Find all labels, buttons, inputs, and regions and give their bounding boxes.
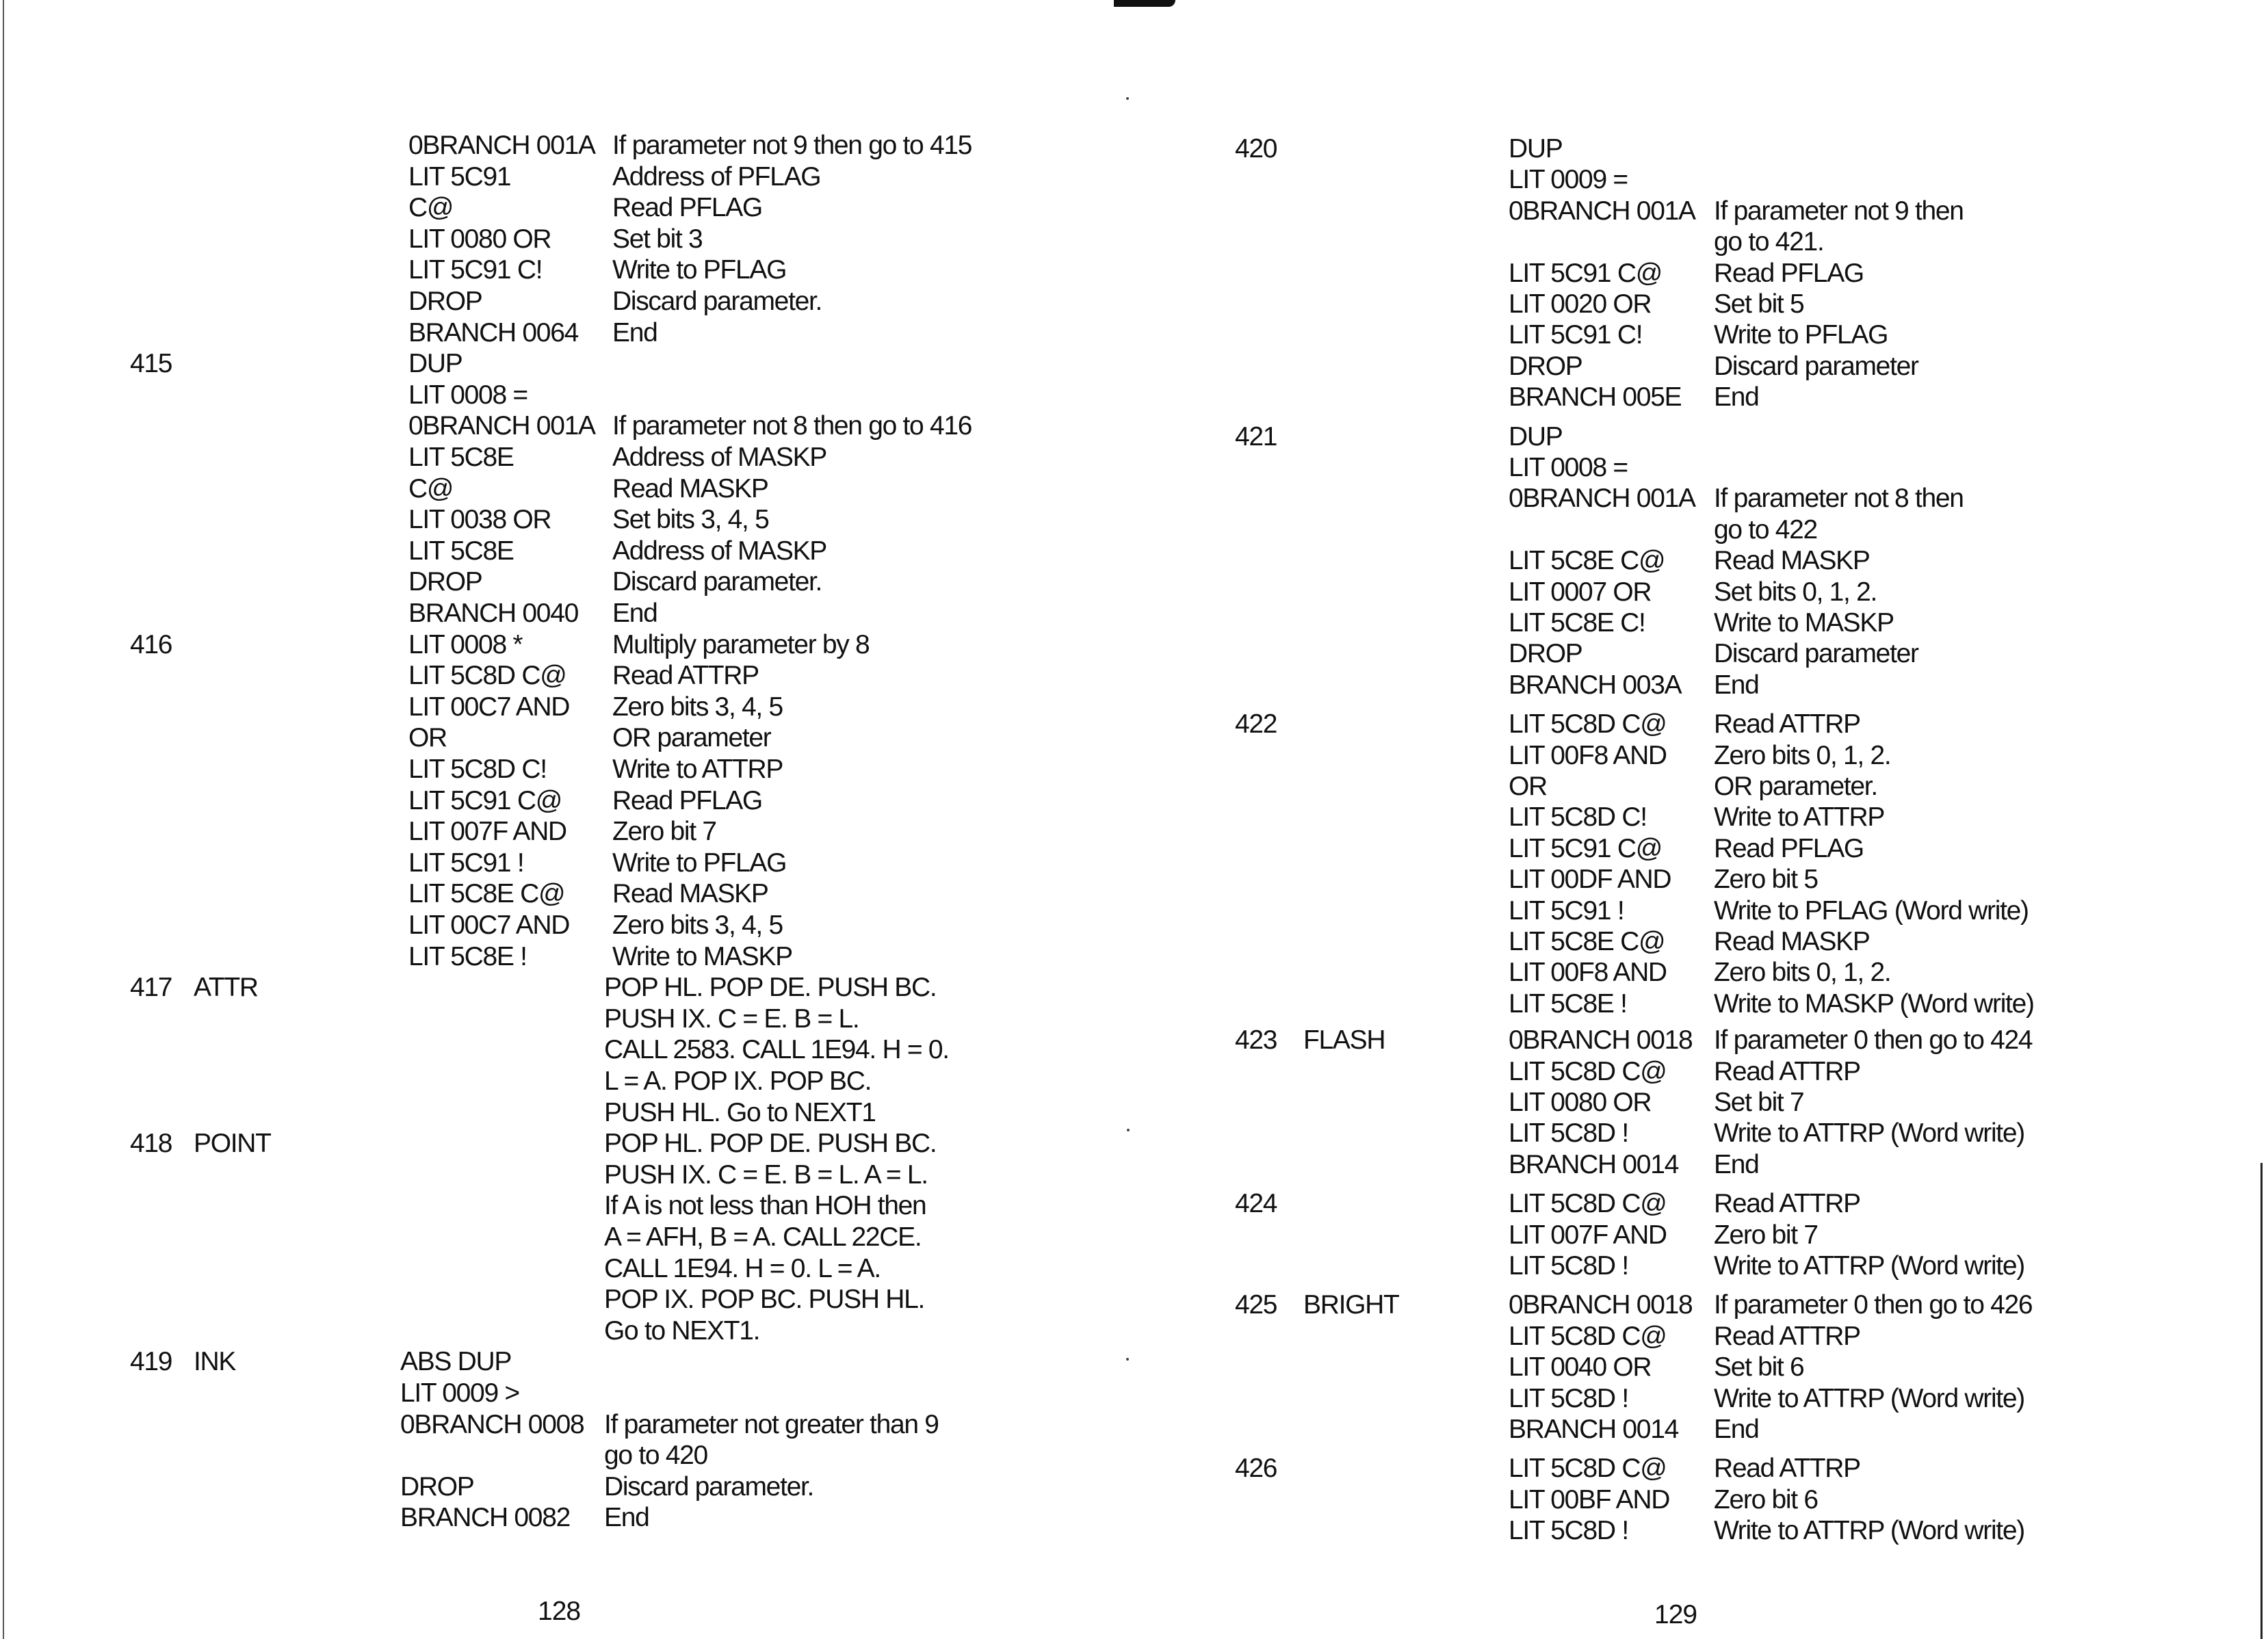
row-code: LIT 007F AND [1509,1220,1667,1250]
row-comment: Write to PFLAG [612,848,787,878]
row-name: POINT [194,1129,271,1158]
row-label: 417 [130,973,172,1002]
row-comment: Set bits 3, 4, 5 [612,505,769,534]
row-code: LIT 5C8D C@ [1509,1322,1667,1351]
row-code: BRANCH 0014 [1509,1415,1678,1444]
left-page [0,0,1129,1639]
row-code: LIT 5C8D C@ [1509,1057,1667,1086]
row-comment: If parameter 0 then go to 426 [1714,1290,2033,1320]
row-comment: Zero bit 7 [612,817,716,846]
right-page [1129,0,2268,1639]
row-comment: Zero bit 6 [1714,1485,1818,1515]
row-comment: Go to NEXT1. [604,1316,760,1346]
row-comment: Write to ATTRP (Word write) [1714,1516,2024,1545]
print-speck [1126,97,1129,100]
row-comment: Zero bit 7 [1714,1220,1818,1250]
row-comment: Write to PFLAG (Word write) [1714,896,2029,926]
row-comment: End [1714,670,1759,700]
row-code: LIT 5C8E [408,536,514,566]
row-comment: Read PFLAG [612,193,762,222]
row-code: C@ [408,193,454,222]
row-comment: Write to PFLAG [1714,320,1888,350]
row-code: LIT 5C8D ! [1509,1516,1628,1545]
row-code: LIT 0080 OR [1509,1088,1652,1117]
row-comment: Discard parameter [1714,639,1918,668]
row-comment: Zero bits 0, 1, 2. [1714,741,1891,770]
row-comment: Write to MASKP (Word write) [1714,989,2034,1019]
row-comment: Zero bits 3, 4, 5 [612,692,783,722]
row-code: LIT 5C8E C@ [1509,927,1665,956]
row-comment: If parameter 0 then go to 424 [1714,1025,2033,1055]
row-code: LIT 5C8E ! [1509,989,1627,1019]
row-comment: Discard parameter [1714,352,1918,381]
row-comment: Address of PFLAG [612,162,821,192]
row-code: DUP [1509,134,1563,163]
row-comment: Write to PFLAG [612,255,787,285]
row-comment: Discard parameter. [612,567,822,596]
row-label: 425 [1235,1290,1277,1320]
row-comment: End [604,1503,649,1532]
row-comment: PUSH IX. C = E. B = L. A = L. [604,1160,928,1190]
row-comment: End [1714,382,1759,412]
row-code: LIT 5C8D C@ [1509,1454,1667,1483]
row-code: LIT 00C7 AND [408,910,570,940]
row-comment: PUSH HL. Go to NEXT1 [604,1098,876,1127]
row-code: 0BRANCH 0018 [1509,1290,1693,1320]
row-comment: Read MASKP [1714,546,1870,575]
row-code: LIT 00DF AND [1509,865,1671,894]
row-comment: Address of MASKP [612,443,827,472]
row-comment: A = AFH, B = A. CALL 22CE. [604,1222,922,1252]
row-comment: Read ATTRP [1714,1189,1860,1218]
row-code: DROP [1509,639,1582,668]
row-code: LIT 5C8D C@ [408,661,566,690]
row-label: 423 [1235,1025,1277,1055]
row-code: BRANCH 003A [1509,670,1682,700]
row-code: LIT 00BF AND [1509,1485,1670,1515]
row-code: 0BRANCH 001A [1509,196,1695,226]
row-comment: Read MASKP [1714,927,1870,956]
row-comment: POP HL. POP DE. PUSH BC. [604,973,937,1002]
row-comment: Write to ATTRP [1714,802,1885,832]
row-comment: If parameter not 8 then go to 416 [612,411,972,441]
right-page-edge [2260,1163,2263,1639]
row-comment: End [612,318,657,348]
row-comment: Read PFLAG [1714,834,1864,863]
row-code: LIT 5C8E [408,443,514,472]
row-code: BRANCH 0064 [408,318,578,348]
row-comment: Read ATTRP [1714,709,1860,739]
row-code: DUP [1509,422,1563,451]
row-code: BRANCH 0040 [408,599,578,628]
page-number: 129 [1654,1600,1697,1629]
row-code: BRANCH 0014 [1509,1150,1678,1179]
row-code: DUP [408,349,462,378]
row-comment: If parameter not 8 then [1714,484,1964,513]
row-comment: Read PFLAG [1714,259,1864,288]
row-comment: go to 420 [604,1441,707,1470]
row-comment: Zero bit 5 [1714,865,1818,894]
row-code: LIT 5C8D ! [1509,1384,1628,1413]
row-comment: Address of MASKP [612,536,827,566]
row-comment: Write to MASKP [1714,608,1894,638]
row-code: DROP [408,287,482,316]
row-code: LIT 5C91 C@ [1509,834,1663,863]
row-comment: Read ATTRP [1714,1057,1860,1086]
row-code: LIT 5C8D C@ [1509,709,1667,739]
row-code: LIT 007F AND [408,817,566,846]
row-code: LIT 5C91 ! [1509,896,1624,926]
row-code: LIT 5C8D C! [1509,802,1647,832]
row-comment: Read ATTRP [1714,1322,1860,1351]
row-code: LIT 5C8E C! [1509,608,1645,638]
row-comment: Set bit 3 [612,224,703,254]
row-comment: Read MASKP [612,879,768,908]
row-name: INK [194,1347,236,1376]
row-code: LIT 00C7 AND [408,692,570,722]
row-label: 415 [130,349,172,378]
row-code: BRANCH 0082 [400,1503,570,1532]
row-comment: OR parameter. [1714,772,1877,801]
row-code: LIT 5C8D C@ [1509,1189,1667,1218]
row-code: LIT 5C8D ! [1509,1251,1628,1281]
row-comment: Write to ATTRP (Word write) [1714,1251,2024,1281]
row-code: DROP [400,1472,474,1502]
row-comment: POP IX. POP BC. PUSH HL. [604,1285,925,1314]
row-code: LIT 5C91 C! [1509,320,1643,350]
row-comment: OR parameter [612,723,771,752]
row-code: LIT 5C91 C@ [1509,259,1663,288]
row-comment: CALL 2583. CALL 1E94. H = 0. [604,1035,949,1064]
row-code: LIT 5C8D C! [408,755,547,784]
row-comment: Write to MASKP [612,942,792,971]
row-comment: Zero bits 0, 1, 2. [1714,958,1891,987]
row-comment: POP HL. POP DE. PUSH BC. [604,1129,937,1158]
print-speck [1126,1358,1129,1361]
row-code: LIT 5C8D ! [1509,1118,1628,1148]
row-comment: Set bit 6 [1714,1352,1804,1382]
row-comment: If parameter not 9 then go to 415 [612,131,972,160]
row-comment: Read PFLAG [612,786,762,815]
row-code: 0BRANCH 001A [408,411,595,441]
print-speck [1127,1129,1130,1131]
row-comment: If parameter not greater than 9 [604,1410,939,1439]
row-code: LIT 5C91 C! [408,255,543,285]
row-comment: If A is not less than HOH then [604,1191,926,1220]
row-label: 420 [1235,134,1277,163]
row-code: C@ [408,474,454,503]
row-comment: Discard parameter. [604,1472,814,1502]
row-code: LIT 5C8E C@ [1509,546,1665,575]
row-comment: Set bits 0, 1, 2. [1714,577,1877,607]
row-comment: CALL 1E94. H = 0. L = A. [604,1254,881,1283]
row-code: LIT 0008 = [408,380,527,410]
row-code: ABS DUP [400,1347,512,1376]
row-code: 0BRANCH 001A [408,131,595,160]
row-comment: Write to ATTRP (Word write) [1714,1384,2024,1413]
row-code: OR [408,723,447,752]
row-comment: L = A. POP IX. POP BC. [604,1066,872,1096]
row-code: LIT 00F8 AND [1509,741,1667,770]
row-label: 416 [130,630,172,659]
row-comment: End [1714,1150,1759,1179]
row-comment: Read ATTRP [612,661,759,690]
row-code: LIT 0009 > [400,1378,519,1408]
row-comment: End [612,599,657,628]
row-comment: Discard parameter. [612,287,822,316]
row-comment: Read MASKP [612,474,768,503]
row-label: 424 [1235,1189,1277,1218]
row-code: LIT 0040 OR [1509,1352,1652,1382]
row-comment: PUSH IX. C = E. B = L. [604,1004,859,1034]
page-number: 128 [538,1597,581,1626]
row-code: LIT 00F8 AND [1509,958,1667,987]
row-code: LIT 5C91 ! [408,848,524,878]
row-code: OR [1509,772,1547,801]
row-code: 0BRANCH 001A [1509,484,1695,513]
row-code: 0BRANCH 0008 [400,1410,584,1439]
row-code: LIT 5C8E C@ [408,879,565,908]
row-code: LIT 5C8E ! [408,942,527,971]
row-label: 419 [130,1347,172,1376]
row-label: 426 [1235,1454,1277,1483]
row-comment: Set bit 5 [1714,289,1804,319]
row-code: LIT 0038 OR [408,505,551,534]
row-comment: If parameter not 9 then [1714,196,1964,226]
row-code: DROP [408,567,482,596]
row-code: LIT 0080 OR [408,224,551,254]
row-name: BRIGHT [1303,1290,1399,1320]
row-label: 422 [1235,709,1277,739]
row-comment: Set bit 7 [1714,1088,1804,1117]
row-name: FLASH [1303,1025,1385,1055]
row-comment: Multiply parameter by 8 [612,630,870,659]
row-code: LIT 0008 * [408,630,523,659]
row-comment: go to 422 [1714,515,1817,545]
row-comment: Read ATTRP [1714,1454,1860,1483]
row-name: ATTR [194,973,258,1002]
row-label: 418 [130,1129,172,1158]
row-code: LIT 0007 OR [1509,577,1652,607]
row-comment: go to 421. [1714,227,1824,257]
row-label: 421 [1235,422,1277,451]
row-code: LIT 0008 = [1509,453,1628,482]
row-comment: Zero bits 3, 4, 5 [612,910,783,940]
row-code: LIT 5C91 C@ [408,786,562,815]
row-comment: Write to ATTRP (Word write) [1714,1118,2024,1148]
row-code: LIT 0020 OR [1509,289,1652,319]
row-code: DROP [1509,352,1582,381]
row-comment: Write to ATTRP [612,755,783,784]
row-comment: End [1714,1415,1759,1444]
row-code: BRANCH 005E [1509,382,1682,412]
row-code: LIT 0009 = [1509,165,1628,194]
row-code: 0BRANCH 0018 [1509,1025,1693,1055]
row-code: LIT 5C91 [408,162,511,192]
